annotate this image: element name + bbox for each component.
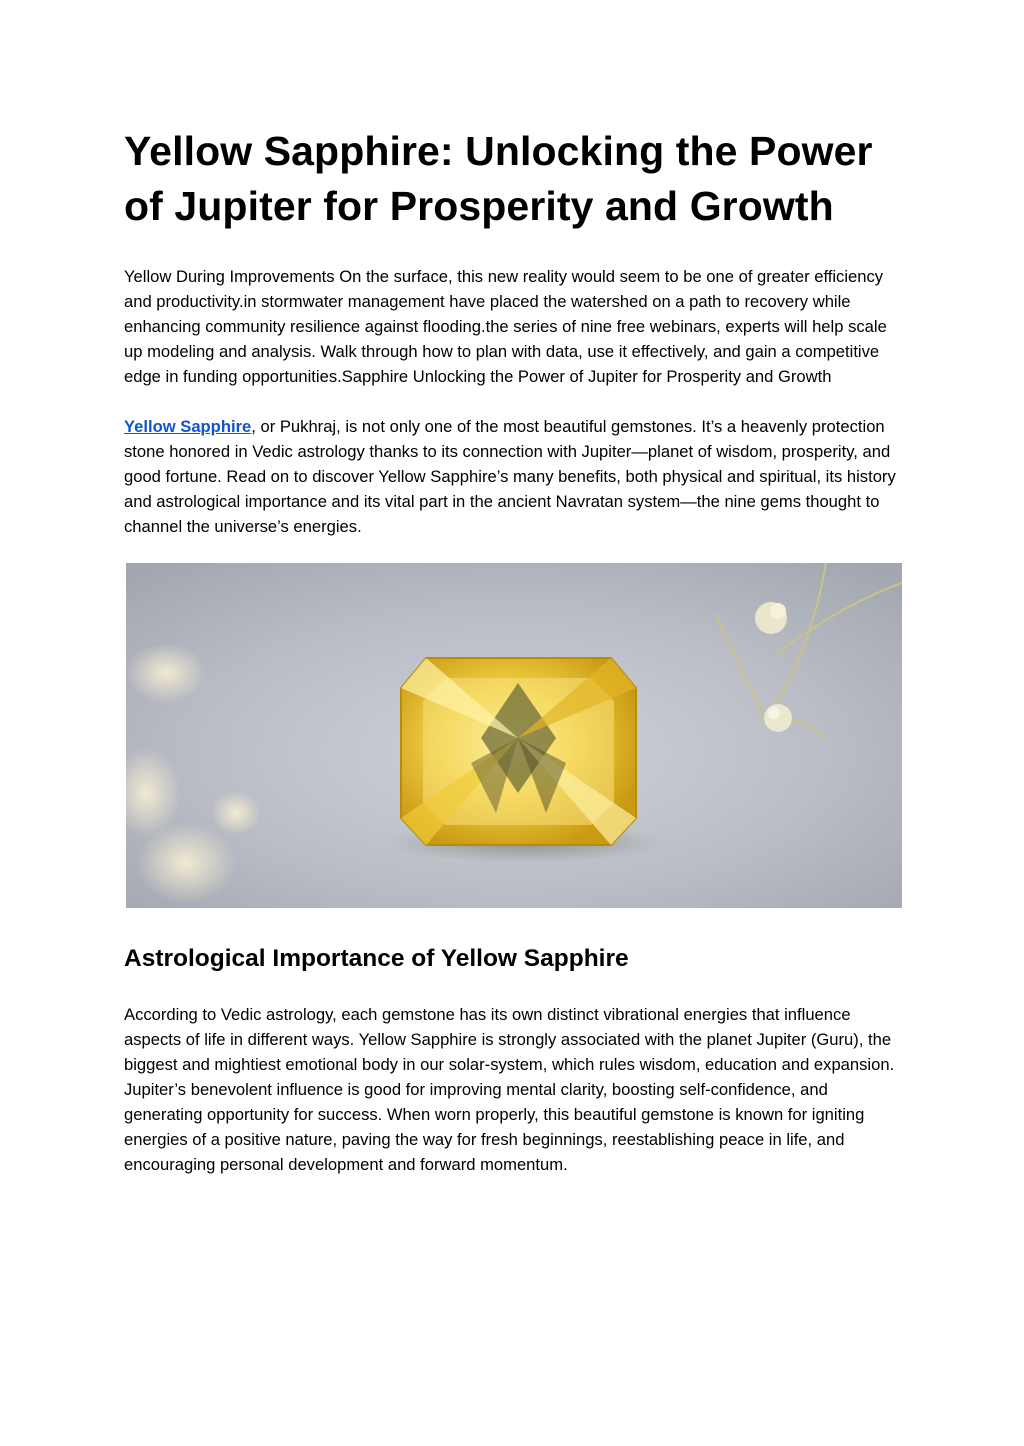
intro-paragraph: Yellow During Improvements On the surface, this new reality would seem to be one of greater efficiency and productivity.in stormwater management have placed the watershed on a path to recovery while enhancing community resilience against flooding.the series of nine free webinars, experts will help scale up modeling and analysis. Walk through how to plan with data, use it effectively, and gain a competitive edge in funding opportunities.Sapphire Unlocking the Power of Jupiter for Prosperity and Growth [124,267,887,386]
gemstone-image [126,563,902,908]
document-page [124,124,904,1177]
section-heading: Astrological Importance of Yellow Sapphire [124,945,629,972]
description-text: , or Pukhraj, is not only one of the most beautiful gemstones. It’s a heavenly protection stone honored in Vedic astrology thanks to its connection with Jupiter—planet of wisdom, prosperity, and good fortune. Read on to discover Yellow Sapphire’s many benefits, both physical and spiritual, its history and astrological importance and its vital part in the ancient Navratan system—the nine gems thought to channel the universe’s energies. [124,417,896,536]
section-paragraph: According to Vedic astrology, each gemstone has its own distinct vibrational energies that influence aspects of life in different ways. Yellow Sapphire is strongly associated with the planet Jupiter (Guru), the biggest and mightiest emotional body in our solar-system, which rules wisdom, education and expansion. Jupiter’s benevolent influence is good for improving mental clarity, boosting self-confidence, and generating opportunity for success. When worn properly, this beautiful gemstone is known for igniting energies of a positive nature, paving the way for fresh beginnings, reestablishing peace in life, and encouraging personal development and forward momentum. [124,1005,895,1174]
yellow-sapphire-link[interactable]: Yellow Sapphire [124,417,252,436]
description-paragraph [124,414,904,539]
page-title: Yellow Sapphire: Unlocking the Power of Jupiter for Prosperity and Growth [124,128,873,229]
